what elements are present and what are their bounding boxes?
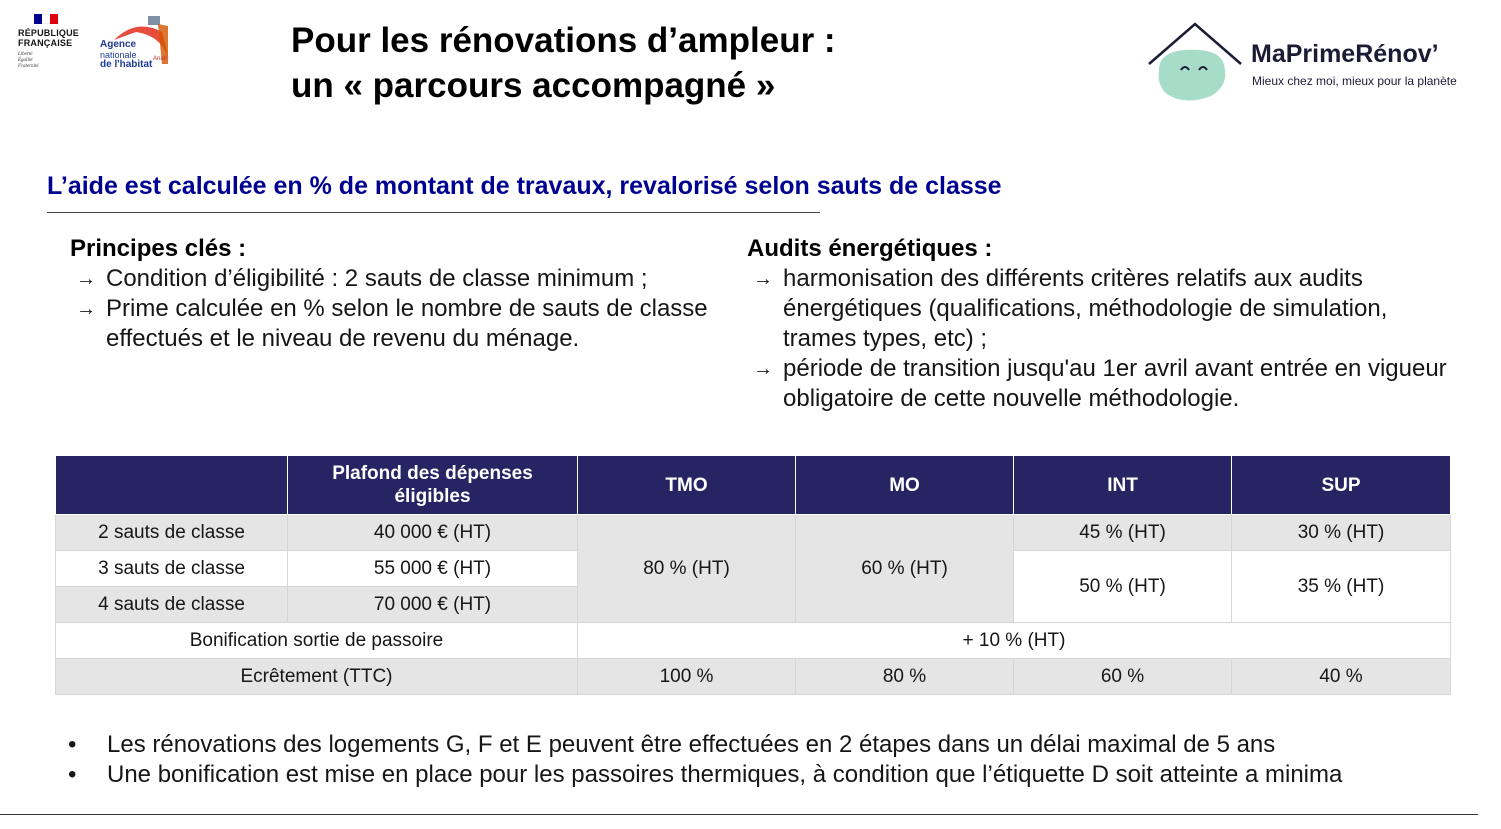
int-rate-2: 45 % (HT) [1014, 515, 1232, 551]
bonus-label: Bonification sortie de passoire [56, 623, 578, 659]
arrow-right-icon: → [753, 268, 773, 290]
title-line-2: un « parcours accompagné » [291, 66, 776, 105]
table-row-cap [56, 659, 1451, 695]
row-label: 2 sauts de classe [56, 515, 288, 551]
bonus-value: + 10 % (HT) [578, 623, 1451, 659]
row-plafond: 40 000 € (HT) [288, 515, 578, 551]
mpr-brand-name: MaPrimeRénov’ [1251, 40, 1439, 68]
footer-divider [0, 814, 1478, 815]
page-title [291, 18, 836, 108]
mpr-tagline: Mieux chez moi, mieux pour la planète [1252, 74, 1457, 88]
arrow-right-icon: → [753, 358, 773, 380]
sup-rate-34: 35 % (HT) [1232, 551, 1451, 623]
table-header-row [56, 456, 1451, 515]
bullet-icon: • [68, 731, 77, 758]
french-flag-icon [34, 14, 58, 24]
bullet-icon: • [68, 761, 77, 788]
energy-audits-list [747, 264, 1447, 414]
energy-audits-section [747, 234, 1447, 414]
header-empty [56, 456, 288, 515]
list-item: • Une bonification est mise en place pour les passoires thermiques, à condition que l’étiquette D soit atteinte a minima [68, 761, 1343, 788]
cap-tmo: 100 % [578, 659, 796, 695]
mo-rate: 60 % (HT) [796, 515, 1014, 623]
anah-acronym: Anah [153, 56, 168, 62]
anah-name: Agence nationale de l'habitat [100, 39, 153, 70]
row-label: 3 sauts de classe [56, 551, 288, 587]
maprimerenov-logo [1145, 18, 1495, 108]
arrow-right-icon: → [76, 298, 96, 320]
cap-int: 60 % [1014, 659, 1232, 695]
subtitle-divider [47, 212, 820, 213]
table-row-bonus [56, 623, 1451, 659]
notes-list [68, 730, 1468, 790]
key-principles-list [70, 264, 720, 354]
header-int: INT [1014, 456, 1232, 515]
table-row [56, 515, 1451, 551]
row-plafond: 55 000 € (HT) [288, 551, 578, 587]
row-plafond: 70 000 € (HT) [288, 587, 578, 623]
header-mo: MO [796, 456, 1014, 515]
sup-rate-2: 30 % (HT) [1232, 515, 1451, 551]
house-mascot-icon [1145, 18, 1245, 108]
row-label: 4 sauts de classe [56, 587, 288, 623]
list-item: • Les rénovations des logements G, F et E peuvent être effectuées en 2 étapes dans un délai maximal de 5 ans [68, 731, 1276, 758]
tmo-rate: 80 % (HT) [578, 515, 796, 623]
anah-logo [96, 14, 176, 78]
republique-francaise-logo [14, 12, 94, 76]
header-plafond: Plafond des dépenses éligibles [288, 456, 578, 515]
section-subtitle: L’aide est calculée en % de montant de travaux, revalorisé selon sauts de classe [47, 172, 1002, 200]
cap-sup: 40 % [1232, 659, 1451, 695]
cap-label: Ecrêtement (TTC) [56, 659, 578, 695]
header-sup: SUP [1232, 456, 1451, 515]
rf-motto: Liberté Égalité Fraternité [18, 52, 39, 69]
key-principles-section [70, 234, 720, 354]
header-tmo: TMO [578, 456, 796, 515]
energy-audits-heading: Audits énergétiques : [747, 235, 993, 262]
list-item: → harmonisation des différents critères relatifs aux audits énergétiques (qualifications, méthodologie de simulation, trames types, etc) ; [753, 265, 1388, 352]
int-rate-34: 50 % (HT) [1014, 551, 1232, 623]
title-line-1: Pour les rénovations d’ampleur : [291, 21, 836, 60]
list-item: → Condition d’éligibilité : 2 sauts de classe minimum ; [76, 265, 648, 292]
aid-rates-table [55, 455, 1451, 695]
list-item: → période de transition jusqu'au 1er avril avant entrée en vigueur obligatoire de cette nouvelle méthodologie. [753, 355, 1447, 412]
rf-name: RÉPUBLIQUE FRANÇAISE [18, 28, 80, 48]
list-item: → Prime calculée en % selon le nombre de sauts de classe effectués et le niveau de revenu du ménage. [76, 295, 708, 352]
arrow-right-icon: → [76, 268, 96, 290]
key-principles-heading: Principes clés : [70, 235, 247, 262]
cap-mo: 80 % [796, 659, 1014, 695]
